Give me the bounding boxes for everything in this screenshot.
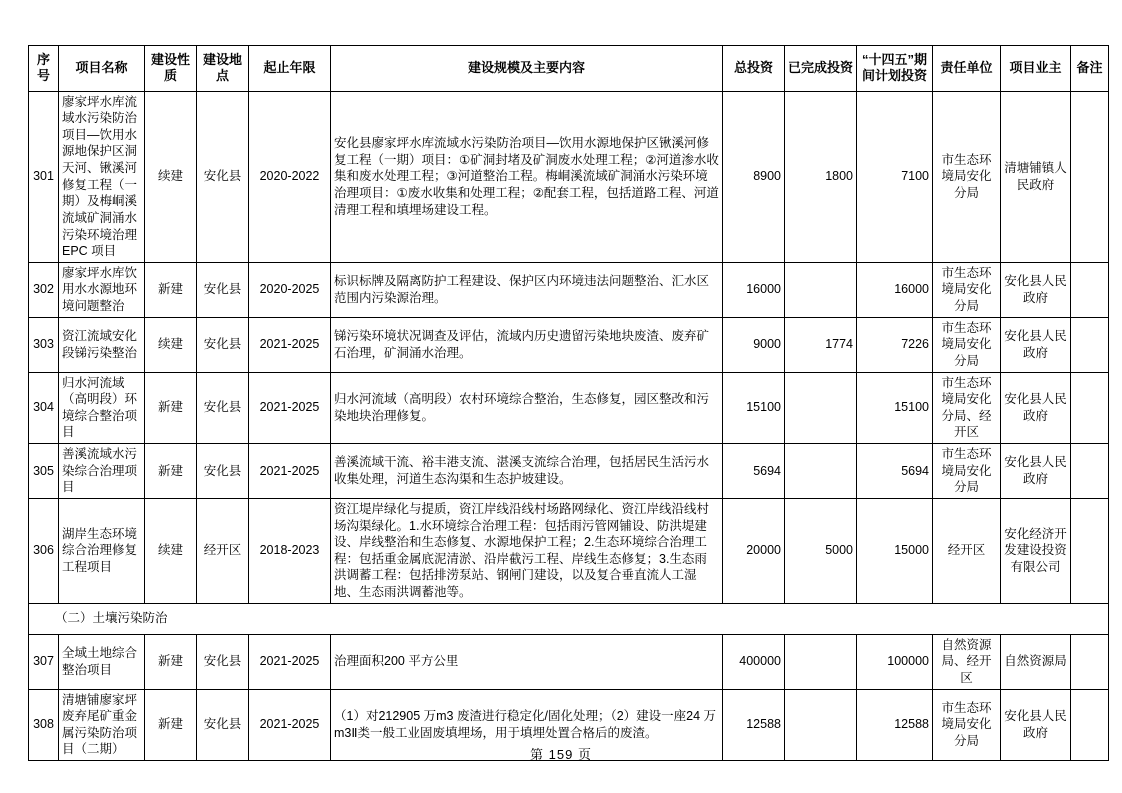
cell-period: 2021-2025 xyxy=(249,634,331,689)
cell-responsible-unit: 市生态环境局安化分局、经开区 xyxy=(933,372,1001,444)
header-remark: 备注 xyxy=(1071,46,1109,92)
cell-project-name: 善溪流域水污染综合治理项目 xyxy=(59,444,145,499)
page-footer: 第 159 页 xyxy=(530,747,592,762)
cell-project-name: 廖家坪水库饮用水水源地环境问题整治 xyxy=(59,262,145,317)
table-row xyxy=(29,317,1109,372)
cell-period: 2021-2025 xyxy=(249,372,331,444)
cell-project-owner: 清塘铺镇人民政府 xyxy=(1001,91,1071,262)
cell-scale-content: 治理面积200 平方公里 xyxy=(331,634,723,689)
cell-construction-nature: 新建 xyxy=(145,634,197,689)
cell-completed-investment: 1800 xyxy=(785,91,857,262)
cell-planned-investment: 7226 xyxy=(857,317,933,372)
cell-period: 2021-2025 xyxy=(249,689,331,761)
cell-scale-content: 归水河流域（高明段）农村环境综合整治，生态修复，园区整改和污染地块治理修复。 xyxy=(331,372,723,444)
header-completed-investment: 已完成投资 xyxy=(785,46,857,92)
cell-scale-content: 资江堤岸绿化与提质，资江岸线沿线村场路网绿化、资江岸线沿线村场沟渠绿化。1.水环境综合治理工程：包括雨污管网铺设、防洪堤建设、岸线整治和生态修复、水源地保护工程；2.生态环境综合治理工程：包括重金属底泥清淤、沿岸截污工程、岸线生态修复；3.生态雨洪调蓄工程：包括排涝泵站、钢闸门建设，以及复合垂直流人工湿地、生态雨洪调蓄池等。 xyxy=(331,498,723,603)
cell-index: 308 xyxy=(29,689,59,761)
cell-index: 306 xyxy=(29,498,59,603)
cell-scale-content: 安化县廖家坪水库流域水污染防治项目—饮用水源地保护区锹溪河修复工程（一期）项目：①矿洞封堵及矿洞废水处理工程；②河道渗水收集和废水处理工程；③河道整治工程。梅峒溪流域矿洞涌水污染环境治理项目：①废水收集和处理工程；②配套工程，包括道路工程、河道清理工程和填埋场建设工程。 xyxy=(331,91,723,262)
table-row xyxy=(29,262,1109,317)
cell-project-owner: 安化县人民政府 xyxy=(1001,372,1071,444)
cell-project-owner: 安化经济开发建设投资有限公司 xyxy=(1001,498,1071,603)
cell-completed-investment xyxy=(785,372,857,444)
cell-index: 307 xyxy=(29,634,59,689)
cell-total-investment: 400000 xyxy=(723,634,785,689)
header-construction-place: 建设地点 xyxy=(197,46,249,92)
cell-remark xyxy=(1071,262,1109,317)
cell-planned-investment: 12588 xyxy=(857,689,933,761)
cell-remark xyxy=(1071,372,1109,444)
cell-project-name: 廖家坪水库流域水污染防治项目—饮用水源地保护区洞天河、锹溪河修复工程（一期）及梅峒溪流域矿洞涌水污染环境治理 EPC 项目 xyxy=(59,91,145,262)
cell-project-name: 全域土地综合整治项目 xyxy=(59,634,145,689)
section-title: （二）土壤污染防治 xyxy=(29,603,1109,634)
cell-index: 302 xyxy=(29,262,59,317)
cell-construction-place: 安化县 xyxy=(197,91,249,262)
cell-responsible-unit: 市生态环境局安化分局 xyxy=(933,444,1001,499)
table-row xyxy=(29,91,1109,262)
cell-scale-content: 标识标牌及隔离防护工程建设、保护区内环境违法问题整治、汇水区范围内污染源治理。 xyxy=(331,262,723,317)
cell-responsible-unit: 市生态环境局安化分局 xyxy=(933,91,1001,262)
cell-project-owner: 安化县人民政府 xyxy=(1001,317,1071,372)
cell-index: 301 xyxy=(29,91,59,262)
cell-completed-investment: 1774 xyxy=(785,317,857,372)
cell-period: 2020-2025 xyxy=(249,262,331,317)
table-row xyxy=(29,372,1109,444)
cell-completed-investment xyxy=(785,634,857,689)
cell-total-investment: 9000 xyxy=(723,317,785,372)
cell-planned-investment: 7100 xyxy=(857,91,933,262)
cell-completed-investment xyxy=(785,262,857,317)
cell-total-investment: 5694 xyxy=(723,444,785,499)
cell-total-investment: 12588 xyxy=(723,689,785,761)
cell-project-name: 资江流域安化段锑污染整治 xyxy=(59,317,145,372)
cell-construction-place: 经开区 xyxy=(197,498,249,603)
header-responsible-unit: 责任单位 xyxy=(933,46,1001,92)
cell-project-owner: 安化县人民政府 xyxy=(1001,689,1071,761)
cell-construction-place: 安化县 xyxy=(197,372,249,444)
header-planned-investment: “十四五”期间计划投资 xyxy=(857,46,933,92)
header-project-name: 项目名称 xyxy=(59,46,145,92)
header-index: 序号 xyxy=(29,46,59,92)
cell-remark xyxy=(1071,498,1109,603)
cell-construction-nature: 续建 xyxy=(145,317,197,372)
table-row xyxy=(29,634,1109,689)
cell-completed-investment: 5000 xyxy=(785,498,857,603)
cell-planned-investment: 16000 xyxy=(857,262,933,317)
cell-completed-investment xyxy=(785,444,857,499)
cell-index: 304 xyxy=(29,372,59,444)
cell-project-name: 湖岸生态环境综合治理修复工程项目 xyxy=(59,498,145,603)
cell-remark xyxy=(1071,317,1109,372)
cell-index: 305 xyxy=(29,444,59,499)
cell-remark xyxy=(1071,91,1109,262)
cell-construction-nature: 新建 xyxy=(145,444,197,499)
header-project-owner: 项目业主 xyxy=(1001,46,1071,92)
cell-project-name: 归水河流域（高明段）环境综合整治项目 xyxy=(59,372,145,444)
project-table xyxy=(28,45,1109,761)
cell-period: 2020-2022 xyxy=(249,91,331,262)
header-total-investment: 总投资 xyxy=(723,46,785,92)
cell-responsible-unit: 自然资源局、经开区 xyxy=(933,634,1001,689)
cell-period: 2021-2025 xyxy=(249,444,331,499)
table-section-row xyxy=(29,603,1109,634)
cell-planned-investment: 15000 xyxy=(857,498,933,603)
cell-total-investment: 16000 xyxy=(723,262,785,317)
cell-responsible-unit: 经开区 xyxy=(933,498,1001,603)
cell-project-owner: 安化县人民政府 xyxy=(1001,444,1071,499)
cell-remark xyxy=(1071,444,1109,499)
cell-total-investment: 15100 xyxy=(723,372,785,444)
cell-responsible-unit: 市生态环境局安化分局 xyxy=(933,689,1001,761)
table-header-row xyxy=(29,46,1109,92)
cell-construction-place: 安化县 xyxy=(197,444,249,499)
cell-remark xyxy=(1071,634,1109,689)
cell-total-investment: 20000 xyxy=(723,498,785,603)
cell-scale-content: 善溪流域干流、裕丰港支流、湛溪支流综合治理，包括居民生活污水收集处理，河道生态沟渠和生态护坡建设。 xyxy=(331,444,723,499)
cell-construction-place: 安化县 xyxy=(197,634,249,689)
cell-project-owner: 自然资源局 xyxy=(1001,634,1071,689)
cell-construction-nature: 新建 xyxy=(145,689,197,761)
cell-period: 2018-2023 xyxy=(249,498,331,603)
cell-construction-nature: 新建 xyxy=(145,372,197,444)
header-construction-nature: 建设性质 xyxy=(145,46,197,92)
cell-planned-investment: 5694 xyxy=(857,444,933,499)
cell-scale-content: 锑污染环境状况调查及评估，流域内历史遗留污染地块废渣、废弃矿石治理，矿洞涌水治理。 xyxy=(331,317,723,372)
header-scale-content: 建设规模及主要内容 xyxy=(331,46,723,92)
cell-planned-investment: 15100 xyxy=(857,372,933,444)
cell-scale-content: （1）对212905 万m3 废渣进行稳定化/固化处理；（2）建设一座24 万m3Ⅱ类一般工业固废填埋场，用于填埋处置合格后的废渣。 xyxy=(331,689,723,761)
cell-total-investment: 8900 xyxy=(723,91,785,262)
cell-responsible-unit: 市生态环境局安化分局 xyxy=(933,262,1001,317)
header-period: 起止年限 xyxy=(249,46,331,92)
cell-period: 2021-2025 xyxy=(249,317,331,372)
cell-index: 303 xyxy=(29,317,59,372)
table-body xyxy=(29,91,1109,761)
cell-construction-nature: 新建 xyxy=(145,262,197,317)
cell-planned-investment: 100000 xyxy=(857,634,933,689)
table-row xyxy=(29,444,1109,499)
cell-construction-nature: 续建 xyxy=(145,91,197,262)
table-row xyxy=(29,498,1109,603)
cell-construction-place: 安化县 xyxy=(197,689,249,761)
table-header xyxy=(29,46,1109,92)
cell-responsible-unit: 市生态环境局安化分局 xyxy=(933,317,1001,372)
cell-construction-place: 安化县 xyxy=(197,317,249,372)
cell-construction-place: 安化县 xyxy=(197,262,249,317)
cell-project-name: 清塘铺廖家坪废弃尾矿重金属污染防治项目（二期） xyxy=(59,689,145,761)
cell-project-owner: 安化县人民政府 xyxy=(1001,262,1071,317)
cell-construction-nature: 续建 xyxy=(145,498,197,603)
